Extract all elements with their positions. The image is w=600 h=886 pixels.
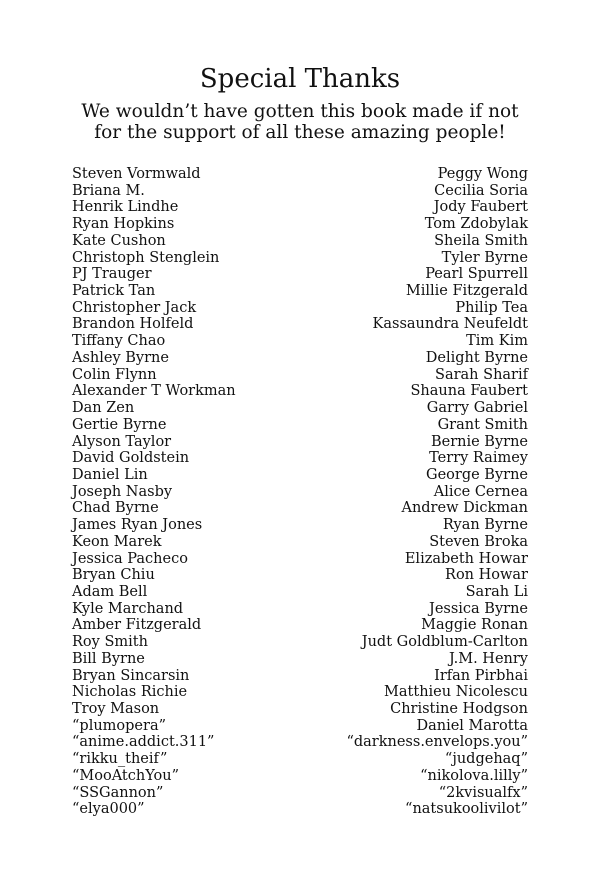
- name-item: Delight Byrne: [425, 349, 528, 366]
- name-item: “elya000”: [72, 801, 145, 818]
- name-item: “natsukoolivilot”: [405, 801, 528, 818]
- name-item: Bill Byrne: [72, 650, 145, 667]
- name-item: Philip Tea: [455, 299, 528, 316]
- name-item: Chad Byrne: [72, 500, 159, 517]
- name-item: Nicholas Richie: [72, 684, 188, 701]
- name-item: Andrew Dickman: [401, 500, 528, 517]
- page-title: Special Thanks: [199, 64, 401, 94]
- name-item: Christine Hodgson: [390, 701, 528, 717]
- name-item: Cecilia Soria: [434, 182, 528, 199]
- name-item: Henrik Lindhe: [72, 199, 179, 216]
- name-item: Alice Cernea: [433, 483, 528, 500]
- name-item: Adam Bell: [72, 583, 148, 600]
- name-item: Kate Cushon: [72, 232, 166, 249]
- name-item: Bryan Sincarsin: [72, 667, 190, 684]
- name-item: “judgehaq”: [444, 751, 528, 768]
- name-item: Colin Flynn: [72, 366, 157, 383]
- name-item: “rikku_theif”: [72, 751, 168, 768]
- name-item: Tyler Byrne: [441, 249, 528, 266]
- name-item: Maggie Ronan: [421, 617, 528, 634]
- name-item: Elizabeth Howar: [404, 550, 528, 567]
- name-item: Briana M.: [72, 182, 145, 199]
- name-item: Tom Zdobylak: [424, 216, 528, 233]
- name-item: Bryan Chiu: [72, 567, 155, 584]
- name-item: Peggy Wong: [437, 166, 528, 182]
- name-item: Christoph Stenglein: [72, 249, 220, 266]
- subtitle-line-2: for the support of all these amazing people!: [94, 122, 506, 143]
- name-item: Daniel Lin: [72, 466, 148, 483]
- name-item: Jody Faubert: [433, 199, 528, 216]
- name-item: Roy Smith: [72, 634, 148, 651]
- name-item: Tim Kim: [466, 333, 528, 350]
- name-item: Keon Marek: [72, 533, 162, 550]
- name-item: Pearl Spurrell: [425, 266, 528, 283]
- names-left-column: [72, 166, 236, 818]
- name-item: “2kvisualfx”: [438, 784, 528, 801]
- name-item: Joseph Nasby: [72, 483, 173, 500]
- name-item: “SSGannon”: [72, 784, 164, 801]
- name-item: Ron Howar: [445, 567, 528, 584]
- name-item: George Byrne: [426, 466, 528, 483]
- name-item: “anime.addict.311”: [72, 734, 215, 751]
- name-item: Ryan Hopkins: [72, 216, 175, 233]
- name-item: Troy Mason: [72, 701, 160, 717]
- name-item: Steven Vormwald: [72, 166, 201, 182]
- name-item: Alexander T Workman: [72, 383, 236, 400]
- name-item: Dan Zen: [72, 400, 135, 417]
- name-item: Christopher Jack: [72, 299, 197, 316]
- name-item: Jessica Byrne: [429, 600, 528, 617]
- name-item: J.M. Henry: [448, 650, 528, 667]
- name-item: Sarah Sharif: [435, 366, 528, 383]
- name-item: Ryan Byrne: [442, 517, 528, 534]
- name-item: Garry Gabriel: [426, 400, 528, 417]
- name-item: Sarah Li: [465, 583, 528, 600]
- name-item: Shauna Faubert: [410, 383, 528, 400]
- name-item: Daniel Marotta: [416, 717, 528, 734]
- name-item: “MooAtchYou”: [72, 767, 180, 784]
- name-item: Alyson Taylor: [72, 433, 172, 450]
- name-item: Jessica Pacheco: [72, 550, 188, 567]
- name-item: Tiffany Chao: [72, 333, 166, 350]
- name-item: Kassaundra Neufeldt: [372, 316, 528, 333]
- name-item: Gertie Byrne: [72, 416, 167, 433]
- name-item: Bernie Byrne: [430, 433, 528, 450]
- name-item: PJ Trauger: [72, 266, 152, 283]
- name-item: “darkness.envelops.you”: [346, 734, 528, 751]
- name-item: Grant Smith: [437, 416, 528, 433]
- name-item: Steven Broka: [429, 533, 528, 550]
- name-item: Millie Fitzgerald: [405, 283, 528, 300]
- name-item: Terry Raimey: [429, 450, 528, 467]
- name-item: Brandon Holfeld: [72, 316, 194, 333]
- page-subtitle: [60, 101, 540, 143]
- name-item: Irfan Pirbhai: [434, 667, 528, 684]
- name-item: Amber Fitzgerald: [72, 617, 202, 634]
- name-item: Sheila Smith: [434, 232, 528, 249]
- name-item: “plumopera”: [72, 717, 167, 734]
- name-item: Patrick Tan: [72, 283, 156, 300]
- name-item: Ashley Byrne: [72, 349, 169, 366]
- name-item: Kyle Marchand: [72, 600, 184, 617]
- names-right-column: [346, 166, 528, 818]
- name-item: James Ryan Jones: [72, 517, 203, 534]
- name-item: David Goldstein: [72, 450, 190, 467]
- subtitle-line-1: We wouldn’t have gotten this book made if not: [81, 101, 519, 122]
- name-item: Judt Goldblum-Carlton: [361, 634, 528, 651]
- name-item: Matthieu Nicolescu: [384, 684, 528, 701]
- name-item: “nikolova.lilly”: [420, 767, 528, 784]
